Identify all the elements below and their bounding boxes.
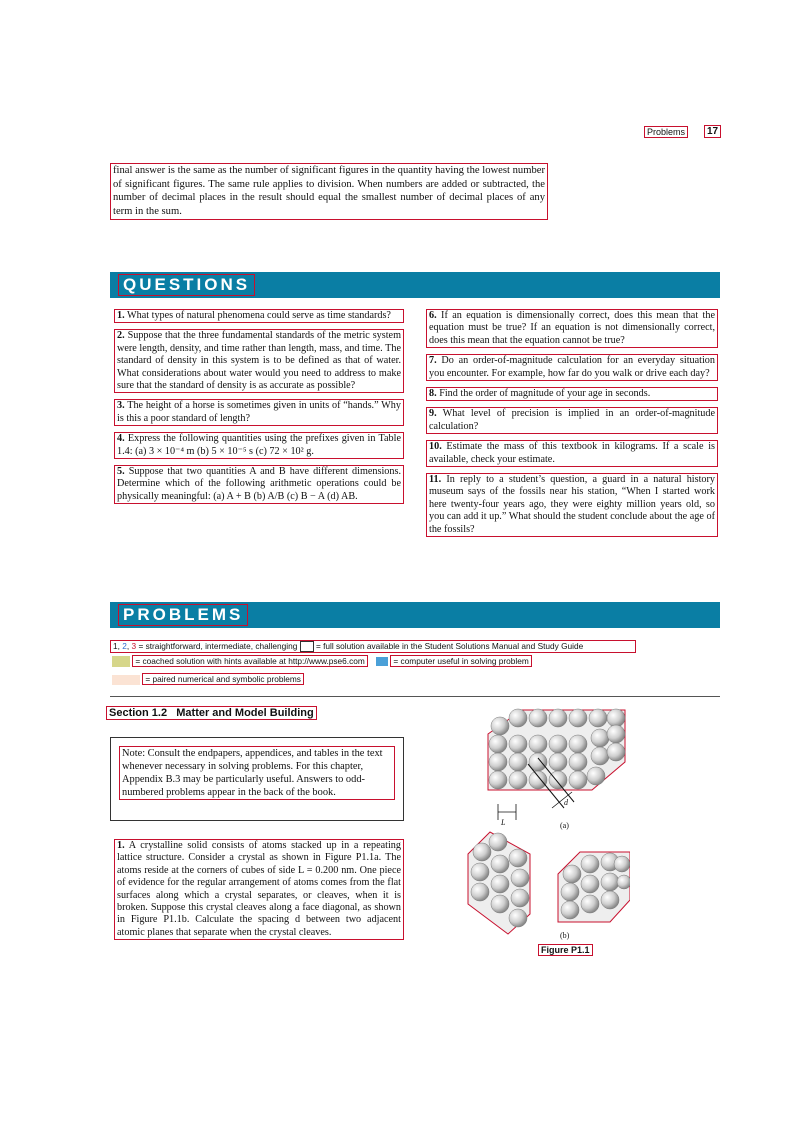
- dimension-label-L: L: [501, 818, 506, 827]
- dimension-label-d: d: [564, 798, 568, 807]
- crystal-cleaved-b: [468, 832, 630, 934]
- problem-item: 1. A crystalline solid consists of atoms stacked up in a repeating lattice structure. Consider a crystal as shown in Figure P1.1a. The atoms reside at the corners of cubes of side L = 0.200 nm. One piece of evidence for the regular arrangement of atoms comes from the flat surfaces along which a crystal separates, or cleaves, when it is broken. Suppose this crystal cleaves along a face diagonal, as shown in Figure P1.1b. Calculate the spacing d between two adjacent atomic planes that separate when the crystal cleaves.: [114, 839, 404, 940]
- computer-icon: [376, 657, 388, 666]
- crystal-lattice-illustration: [460, 704, 630, 964]
- question-item: 11. In reply to a student’s question, a guard in a natural history museum says of the fossils near his station, “When I started work here twenty-four years ago, they were eighty million years old, so you can add it up.” What should the student conclude about the age of the fossils?: [426, 473, 718, 537]
- divider-line: [110, 696, 720, 697]
- running-header-section: Problems: [644, 126, 688, 138]
- problem-list: [114, 839, 404, 946]
- question-item: 8. Find the order of magnitude of your age in seconds.: [426, 387, 718, 401]
- page-number: 17: [704, 125, 721, 138]
- questions-banner: [110, 272, 720, 298]
- problems-banner: [110, 602, 720, 628]
- crystal-block-a: [488, 709, 625, 820]
- problems-title: PROBLEMS: [118, 604, 248, 626]
- question-item: 5. Suppose that two quantities A and B have different dimensions. Determine which of the following arithmetic operations could be physically meaningful: (a) A + B (b) A/B (c) B − A (d) AB.: [114, 465, 404, 504]
- question-item: 4. Express the following quantities using the prefixes given in Table 1.4: (a) 3 × 10⁻⁴ m (b) 5 × 10⁻⁵ s (c) 72 × 10² g.: [114, 432, 404, 459]
- legend-line-2: = coached solution with hints available at http://www.pse6.com = computer useful in solving problem: [112, 656, 532, 667]
- question-item: 10. Estimate the mass of this textbook in kilograms. If a scale is available, check your estimate.: [426, 440, 718, 467]
- note-box: [110, 737, 404, 821]
- figure-p1-1: [460, 704, 630, 964]
- paired-problems-swatch: [112, 675, 140, 685]
- question-item: 3. The height of a horse is sometimes given in units of “hands.” Why is this a poor standard of length?: [114, 399, 404, 426]
- legend-line-3: = paired numerical and symbolic problems: [112, 674, 304, 685]
- question-item: 2. Suppose that the three fundamental standards of the metric system were length, density, and time rather than length, mass, and time. The standard of density in this system is to be defined as that of water. What considerations about water would you need to address to make sure that the standard of density is as accurate as possible?: [114, 329, 404, 393]
- questions-left-column: [114, 309, 404, 510]
- intro-paragraph: final answer is the same as the number of significant figures in the quantity having the lowest number of significant figures. The same rule applies to division. When numbers are added or subtracted, the number of decimal places in the result should equal the smallest number of decimal places of any term in the sum.: [110, 163, 548, 220]
- figure-label-a: (a): [560, 821, 569, 830]
- question-item: 6. If an equation is dimensionally correct, does this mean that the equation must be true? If an equation is not dimensionally correct, does this mean that the equation cannot be true?: [426, 309, 718, 348]
- question-item: 9. What level of precision is implied in an order-of-magnitude calculation?: [426, 407, 718, 434]
- section-title: Section 1.2 Matter and Model Building: [106, 706, 317, 720]
- questions-title: QUESTIONS: [118, 274, 255, 296]
- figure-caption: Figure P1.1: [538, 944, 593, 956]
- coached-solution-icon: [112, 656, 130, 667]
- figure-label-b: (b): [560, 931, 570, 940]
- solution-box-icon: [300, 641, 314, 652]
- question-item: 7. Do an order-of-magnitude calculation for an everyday situation you encounter. For example, how far do you walk or drive each day?: [426, 354, 718, 381]
- questions-right-column: [426, 309, 718, 543]
- note-text: Note: Consult the endpapers, appendices, and tables in the text whenever necessary in solving problems. For this chapter, Appendix B.3 may be particularly useful. Answers to odd-numbered problems appear in the back of the book.: [119, 746, 395, 800]
- legend-line-1: 1, 2, 3 = straightforward, intermediate, challenging = full solution available in the Student Solutions Manual and Study Guide: [110, 640, 636, 653]
- question-item: 1. What types of natural phenomena could serve as time standards?: [114, 309, 404, 323]
